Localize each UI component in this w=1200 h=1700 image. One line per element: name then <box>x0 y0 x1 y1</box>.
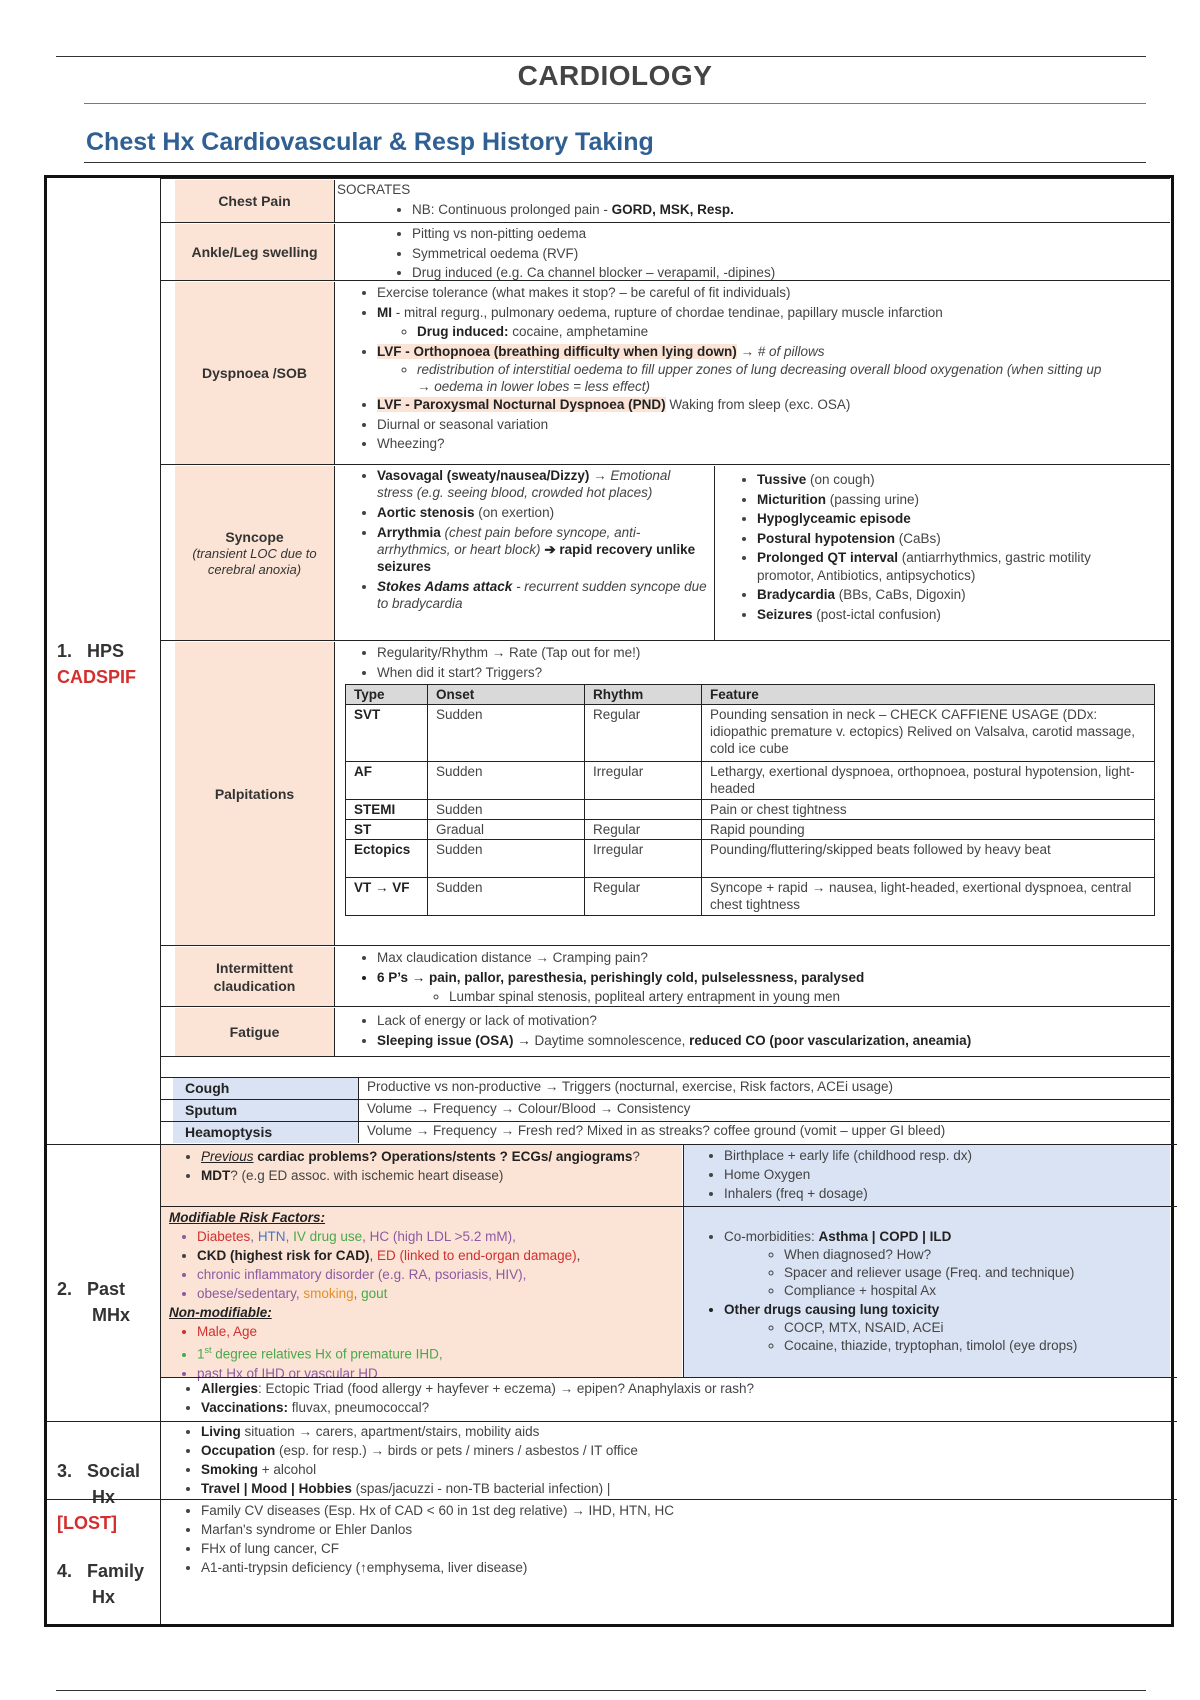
pmhx-resp-background: • Birthplace + early life (childhood resp. dx) • Home Oxygen • Inhalers (freq + dosage) <box>684 1145 1170 1206</box>
table-row: STEMI Sudden Pain or chest tightness <box>346 800 1155 820</box>
table-row: Ectopics Sudden Irregular Pounding/fluttering/skipped beats followed by heavy beat <box>346 840 1155 878</box>
table-row: ST Gradual Regular Rapid pounding <box>346 820 1155 840</box>
ankle-swelling-label: Ankle/Leg swelling <box>175 224 335 280</box>
pmhx-risk-factors: Modifiable Risk Factors: • Diabetes, HTN, IV drug use, HC (high LDL >5.2 mM), • CKD (highest risk for CAD), ED (linked to end-organ damage), • chronic inflammatory disorder (e.g. RA, psoriasis, HIV), • obese/sedentary, smoking, gout Non-modifiable: • Male, Age • 1st degree relatives Hx of premature IHD, • past Hx of IHD or vascular HD <box>161 1207 682 1377</box>
syncope-label: Syncope (transient LOC due to cerebral anoxia) <box>175 466 335 640</box>
family-hx-content: • Family CV diseases (Esp. Hx of CAD < 60 in 1st deg relative) → IHD, HTN, HC • Marfan's syndrome or Ehler Danlos • FHx of lung cancer, CF • A1-anti-trypsin deficiency (↑emphysema, liver disease) <box>161 1501 1161 1577</box>
claudication-content: • Max claudication distance → Cramping pain? • 6 P’s → pain, pallor, paresthesia, perishingly cold, pulselessness, paralysed ◦ Lumbar spinal stenosis, popliteal artery entrapment in young men <box>337 948 864 1007</box>
pmhx-cardiac-history: • Previous cardiac problems? Operations/stents ? ECGs/ angiograms? • MDT? (e.g ED assoc. with ischemic heart disease) <box>161 1145 682 1206</box>
palpitations-content: • Regularity/Rhythm → Rate (Tap out for me!) • When did it start? Triggers? Type Onset Rhythm Feature SVT Sudden Regular Pounding sensation in neck – CHECK CAFFIENE USAGE (DDx: idiopathic premature v. ectopics) Relived on Valsalva, carotid massage, cold ice cube AF Sudden Irregular Lethargy, exertional dyspnoea, orthopnoea, postural hypotension, light-headed STEMI Sudden Pain or chest tightness ST Gradual Regular Rapid pounding Ectopics Sudden Irregular Pounding/fluttering/skipped beats followed by heavy beat VT → VF Sudden Regular Syncope + rapid → nausea, light-headed, exertional dyspnoea, central chest tightness <box>337 643 1157 916</box>
table-row: AF Sudden Irregular Lethargy, exertional dyspnoea, orthopnoea, postural hypotension, light-headed <box>346 762 1155 800</box>
section-hps: 1. HPS CADSPIF <box>57 641 137 687</box>
ankle-swelling-content: • Pitting vs non-pitting oedema • Symmetrical oedema (RVF) • Drug induced (e.g. Ca channel blocker – verapamil, -dipines) <box>337 224 775 283</box>
dyspnoea-label: Dyspnoea /SOB <box>175 282 335 464</box>
section-past-mhx: 2. Past MHx <box>57 1279 131 1325</box>
section-social-hx: 3. Social Hx [LOST] <box>57 1461 141 1533</box>
chest-pain-content: SOCRATES • NB: Continuous prolonged pain - GORD, MSK, Resp. <box>337 180 734 219</box>
claudication-label: Intermittent claudication <box>175 947 335 1006</box>
hps-mnemonic: CADSPIF <box>57 667 137 687</box>
subtitle-rule <box>84 162 1146 163</box>
cough-text: Productive vs non-productive → Triggers (nocturnal, exercise, Risk factors, ACEi usage) <box>367 1079 893 1094</box>
history-table <box>44 175 1174 1627</box>
dyspnoea-content: • Exercise tolerance (what makes it stop? – be careful of fit individuals) • MI - mitral regurg., pulmonary oedema, rupture of chordae tendinae, papillary muscle infarction ◦ Drug induced: cocaine, amphetamine • LVF - Orthopnoea (breathing difficulty when lying down) → # of pillows ◦ redistribution of interstitial oedema to fill upper zones of lung decreasing overall blood oxygenation (when sitting up → oedema in lower lobes = less effect) • LVF - Paroxysmal Nocturnal Dyspnoea (PND) Waking from sleep (exc. OSA) • Diurnal or seasonal variation • Wheezing? <box>337 283 1117 454</box>
social-lost-tag: [LOST] <box>57 1513 117 1533</box>
sputum-label: Sputum <box>173 1100 359 1121</box>
social-hx-content: • Living situation → carers, apartment/stairs, mobility aids • Occupation (esp. for resp.) → birds or pets / miners / asbestos / IT office • Smoking + alcohol • Travel | Mood | Hobbies (spas/jacuzzi - non-TB bacterial infection) | <box>161 1422 1161 1498</box>
top-rule <box>56 56 1146 57</box>
fatigue-label: Fatigue <box>175 1008 335 1056</box>
palpitations-table-header: Type Onset Rhythm Feature <box>346 685 1155 705</box>
heamoptysis-text: Volume → Frequency → Fresh red? Mixed in as streaks? coffee ground (vomit – upper GI bleed) <box>367 1123 946 1138</box>
table-row: SVT Sudden Regular Pounding sensation in neck – CHECK CAFFIENE USAGE (DDx: idiopathic premature v. ectopics) Relived on Valsalva, carotid massage, cold ice cube <box>346 705 1155 762</box>
sputum-text: Volume → Frequency → Colour/Blood → Consistency <box>367 1101 691 1116</box>
syncope-causes-right: • Tussive (on cough) • Micturition (passing urine) • Hypoglyceamic episode • Postural hypotension (CaBs) • Prolonged QT interval (antiarrhythmics, gastric motility promotor, Antibiotics, antipsychotics) • Bradycardia (BBs, CaBs, Digoxin) • Seizures (post-ictal confusion) <box>717 471 1097 623</box>
palpitations-table <box>345 684 1155 916</box>
syncope-causes-left: • Vasovagal (sweaty/nausea/Dizzy) → Emotional stress (e.g. seeing blood, crowded hot places) • Aortic stenosis (on exertion) • Arrythmia (chest pain before syncope, anti-arrhythmics, or heart block) ➔ rapid recovery unlike seizures • Stokes Adams attack - recurrent sudden syncope due to bradycardia <box>337 467 709 612</box>
fatigue-content: • Lack of energy or lack of motivation? • Sleeping issue (OSA) → Daytime somnolescence, reduced CO (poor vascularization, aneamia) <box>337 1011 971 1050</box>
heamoptysis-label: Heamoptysis <box>173 1122 359 1143</box>
title-rule <box>84 103 1146 104</box>
table-row: VT → VF Sudden Regular Syncope + rapid → nausea, light-headed, exertional dyspnoea, central chest tightness <box>346 878 1155 916</box>
page-title: CARDIOLOGY <box>517 60 713 91</box>
page-subtitle: Chest Hx Cardiovascular & Resp History Taking <box>86 128 654 156</box>
pmhx-comorbidities: • Co-morbidities: Asthma | COPD | ILD ◦ When diagnosed? How? ◦ Spacer and reliever usage (Freq. and technique) ◦ Compliance + hospital Ax • Other drugs causing lung toxicity ◦ COCP, MTX, NSAID, ACEi ◦ Cocaine, thiazide, tryptophan, timolol (eye drops) <box>684 1207 1170 1377</box>
palpitations-label: Palpitations <box>175 642 335 945</box>
chest-pain-label: Chest Pain <box>175 180 335 222</box>
pmhx-allergies-vaccinations: • Allergies: Ectopic Triad (food allergy + hayfever + eczema) → epipen? Anaphylaxis or rash? • Vaccinations: fluvax, pneumococcal? <box>161 1379 1161 1417</box>
bottom-rule <box>56 1690 1146 1691</box>
section-family-hx: 4. Family Hx <box>57 1561 145 1607</box>
cough-label: Cough <box>173 1078 359 1099</box>
